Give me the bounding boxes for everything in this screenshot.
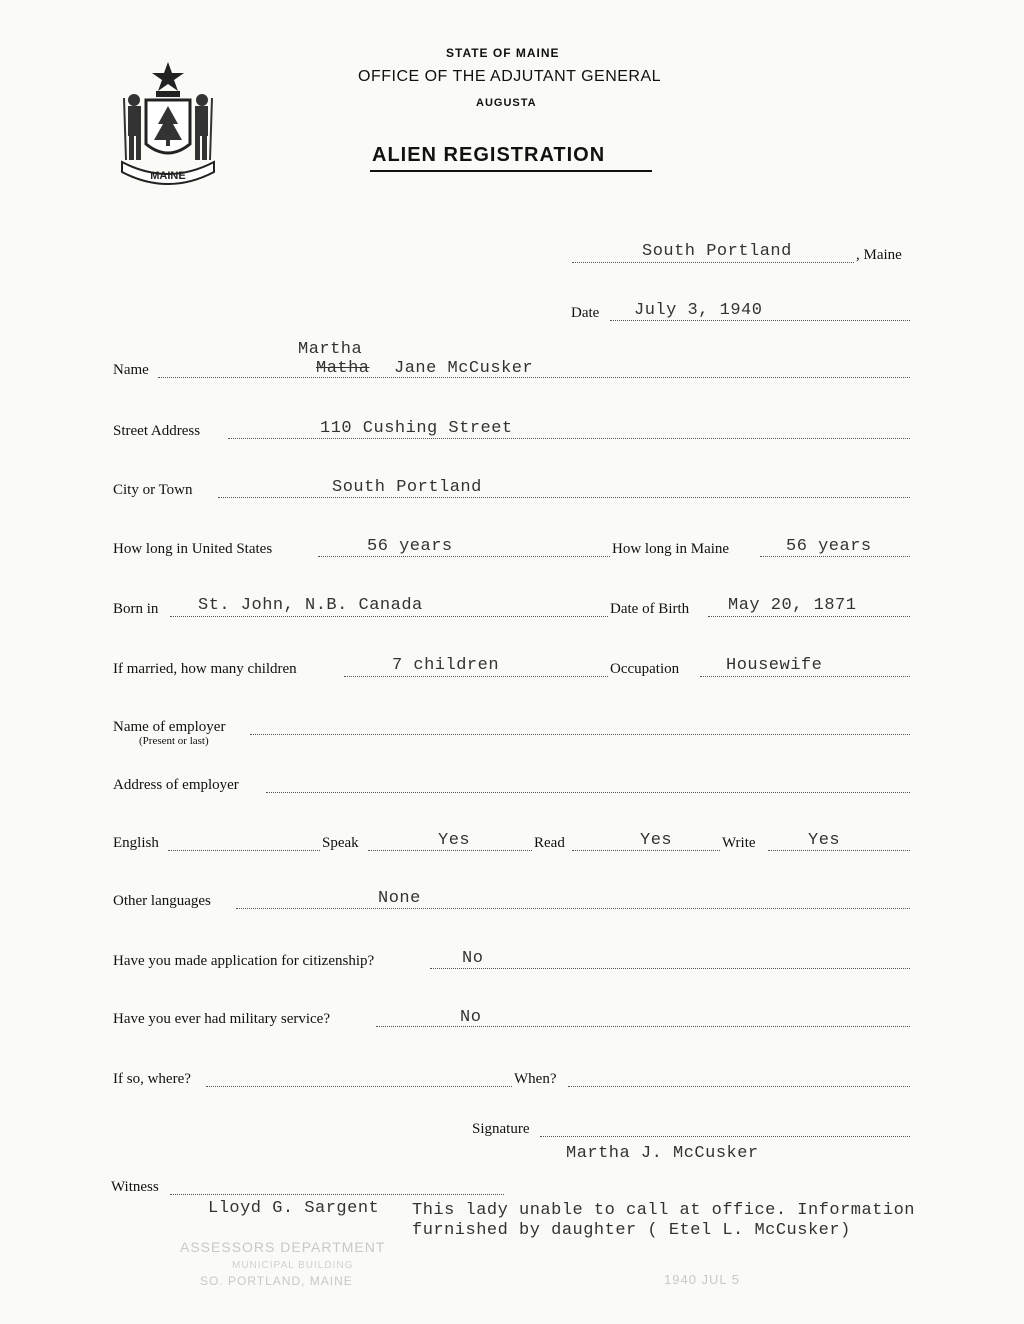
other-languages-label: Other languages xyxy=(113,893,211,909)
date-value: July 3, 1940 xyxy=(634,301,763,320)
name-line xyxy=(158,377,910,378)
state-label: , Maine xyxy=(856,247,902,263)
received-stamp: 1940 JUL 5 xyxy=(664,1272,741,1287)
name-correction: Martha xyxy=(298,340,363,359)
when-line xyxy=(568,1086,910,1087)
english-label: English xyxy=(113,835,159,851)
other-languages-value: None xyxy=(378,889,421,908)
born-label: Born in xyxy=(113,601,159,617)
military-value: No xyxy=(460,1008,482,1027)
maine-state-seal-icon xyxy=(112,58,224,186)
header-state: STATE OF MAINE xyxy=(446,46,560,60)
children-line xyxy=(344,676,608,677)
us-duration-label: How long in United States xyxy=(113,541,273,557)
signature-label: Signature xyxy=(472,1121,530,1137)
us-duration-value: 56 years xyxy=(367,537,453,556)
english-line xyxy=(168,850,320,851)
name-struck: Matha xyxy=(316,359,370,378)
military-label: Have you ever had military service? xyxy=(113,1011,330,1027)
employer-name-sublabel: (Present or last) xyxy=(139,735,209,747)
write-label: Write xyxy=(722,835,756,851)
military-line xyxy=(376,1026,910,1027)
where-line xyxy=(206,1086,512,1087)
signature-line xyxy=(540,1136,910,1137)
maine-duration-value: 56 years xyxy=(786,537,872,556)
signature-value: Martha J. McCusker xyxy=(566,1144,759,1163)
occupation-label: Occupation xyxy=(610,661,680,677)
dob-line xyxy=(708,616,910,617)
employer-name-line xyxy=(250,734,910,735)
stamp-line-3: SO. PORTLAND, MAINE xyxy=(200,1274,353,1288)
employer-name-label: Name of employer xyxy=(113,719,226,735)
stamp-line-1: ASSESSORS DEPARTMENT xyxy=(180,1239,386,1255)
street-label: Street Address xyxy=(113,423,201,439)
city-line xyxy=(218,497,910,498)
town-value: South Portland xyxy=(642,242,792,261)
us-duration-line xyxy=(318,556,610,557)
write-value: Yes xyxy=(808,831,841,850)
dob-label: Date of Birth xyxy=(610,601,690,617)
read-line xyxy=(572,850,720,851)
speak-label: Speak xyxy=(322,835,359,851)
citizenship-value: No xyxy=(462,949,484,968)
citizenship-label: Have you made application for citizenship? xyxy=(113,953,375,969)
city-label: City or Town xyxy=(113,482,193,498)
speak-value: Yes xyxy=(438,831,471,850)
occupation-line xyxy=(700,676,910,677)
stamp-line-2: MUNICIPAL BUILDING xyxy=(232,1260,354,1271)
date-label: Date xyxy=(571,305,600,321)
date-line xyxy=(610,320,910,321)
employer-address-label: Address of employer xyxy=(113,777,239,793)
when-label: When? xyxy=(514,1071,557,1087)
maine-duration-label: How long in Maine xyxy=(612,541,730,557)
read-label: Read xyxy=(534,835,565,851)
other-languages-line xyxy=(236,908,910,909)
children-label: If married, how many children xyxy=(113,661,297,677)
maine-duration-line xyxy=(760,556,910,557)
born-line xyxy=(170,616,608,617)
speak-line xyxy=(368,850,532,851)
citizenship-line xyxy=(430,968,910,969)
witness-line xyxy=(170,1194,504,1195)
where-label: If so, where? xyxy=(113,1071,191,1087)
town-line xyxy=(572,262,854,263)
note-line-1: This lady unable to call at office. Information xyxy=(412,1201,915,1220)
write-line xyxy=(768,850,910,851)
title-underline xyxy=(370,170,652,172)
header-city: AUGUSTA xyxy=(476,97,537,109)
page-title: ALIEN REGISTRATION xyxy=(372,144,606,166)
read-value: Yes xyxy=(640,831,673,850)
name-value: Jane McCusker xyxy=(394,359,534,378)
witness-value: Lloyd G. Sargent xyxy=(208,1199,380,1218)
witness-label: Witness xyxy=(111,1179,159,1195)
born-value: St. John, N.B. Canada xyxy=(198,596,423,615)
street-line xyxy=(228,438,910,439)
occupation-value: Housewife xyxy=(726,656,823,675)
name-label: Name xyxy=(113,362,149,378)
header-office: OFFICE OF THE ADJUTANT GENERAL xyxy=(358,68,662,85)
employer-address-line xyxy=(266,792,910,793)
dob-value: May 20, 1871 xyxy=(728,596,857,615)
street-value: 110 Cushing Street xyxy=(320,419,513,438)
note-line-2: furnished by daughter ( Etel L. McCusker) xyxy=(412,1221,851,1240)
city-value: South Portland xyxy=(332,478,482,497)
children-value: 7 children xyxy=(392,656,500,675)
seal-ribbon-text: MAINE xyxy=(150,170,186,182)
